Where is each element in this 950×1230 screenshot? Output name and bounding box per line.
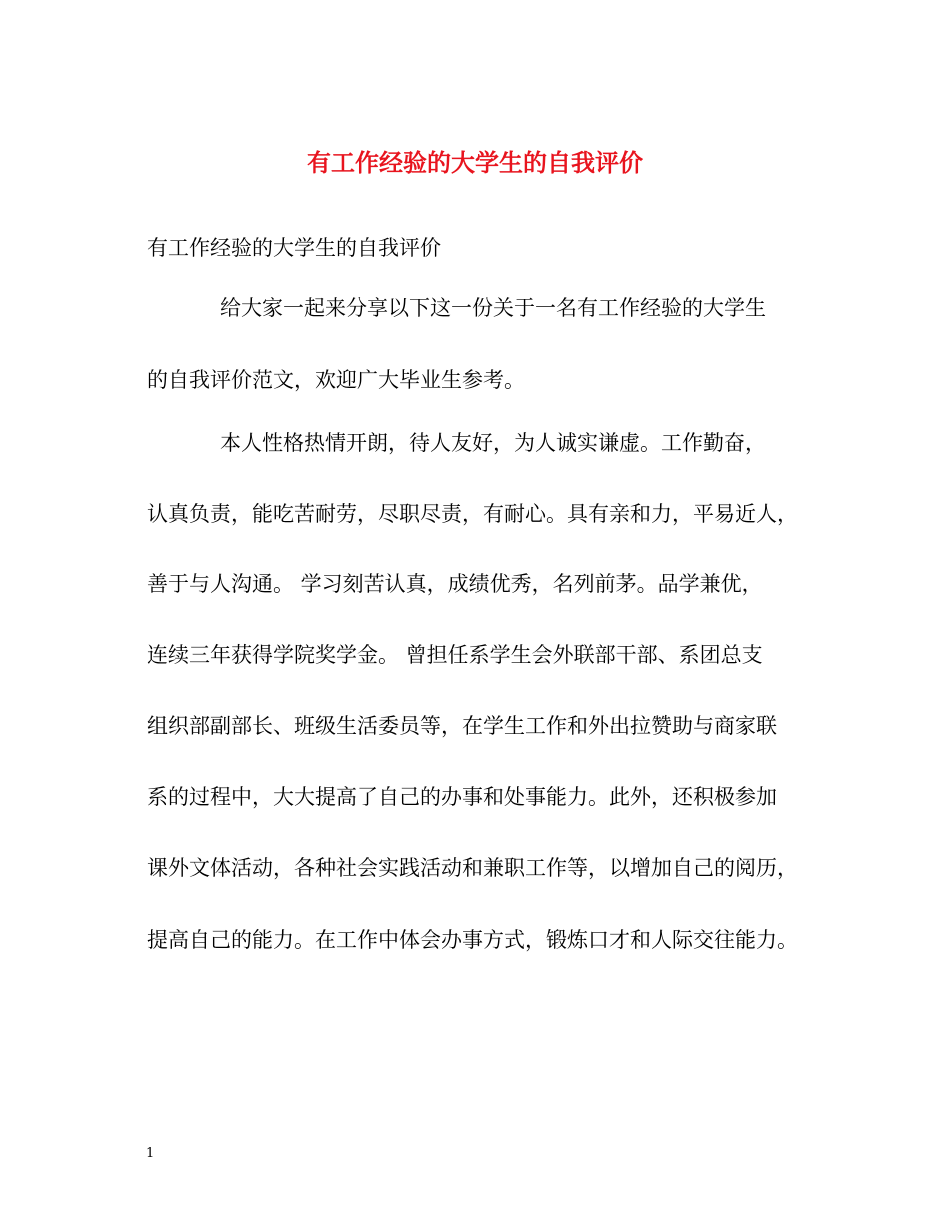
page-number: 1 bbox=[146, 1146, 155, 1161]
paragraph-1-line-2: 的自我评价范文，欢迎广大毕业生参考。 bbox=[147, 368, 525, 392]
paragraph-2-line-2: 认真负责，能吃苦耐劳，尽职尽责，有耐心。具有亲和力，平易近人， bbox=[147, 502, 798, 526]
paragraph-2-line-4: 连续三年获得学院奖学金。 曾担任系学生会外联部干部、系团总支 bbox=[147, 643, 763, 667]
paragraph-2-line-8: 提高自己的能力。在工作中体会办事方式，锻炼口才和人际交往能力。 bbox=[147, 928, 798, 952]
paragraph-2-line-6: 系的过程中，大大提高了自己的办事和处事能力。此外，还积极参加 bbox=[147, 785, 777, 809]
paragraph-2-line-1: 本人性格热情开朗，待人友好，为人诚实谦虚。工作勤奋， bbox=[220, 431, 766, 455]
document-subtitle: 有工作经验的大学生的自我评价 bbox=[147, 236, 441, 260]
paragraph-2-line-7: 课外文体活动，各种社会实践活动和兼职工作等，以增加自己的阅历， bbox=[147, 856, 798, 880]
document-title: 有工作经验的大学生的自我评价 bbox=[307, 148, 643, 177]
paragraph-2-line-3: 善于与人沟通。 学习刻苦认真，成绩优秀，名列前茅。品学兼优， bbox=[147, 572, 763, 596]
paragraph-1-line-1: 给大家一起来分享以下这一份关于一名有工作经验的大学生 bbox=[220, 296, 766, 320]
paragraph-2-line-5: 组织部副部长、班级生活委员等，在学生工作和外出拉赞助与商家联 bbox=[147, 714, 777, 738]
